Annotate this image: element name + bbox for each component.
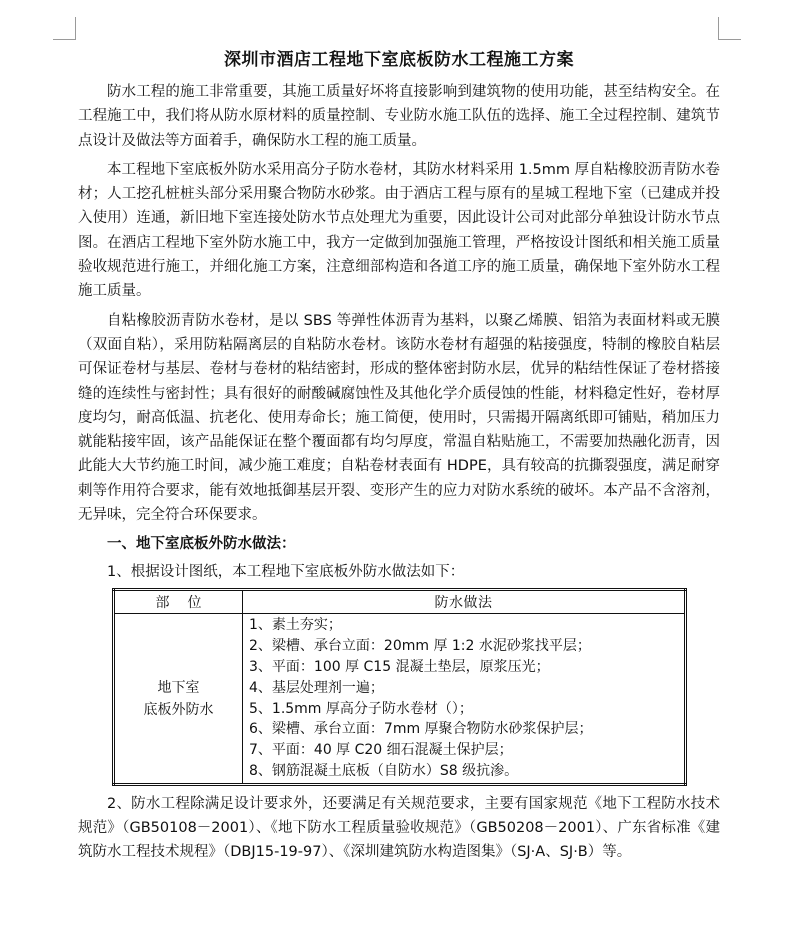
method-step-3: 3、平面：100 厚 C15 混凝土垫层，原浆压光； — [249, 658, 550, 675]
part-label-line1: 地下室 — [157, 679, 200, 696]
table-header-row — [114, 590, 686, 614]
part-cell — [114, 614, 243, 784]
document-page — [78, 46, 720, 870]
method-step-7: 7、平面：40 厚 C20 细石混凝土保护层； — [249, 742, 513, 759]
method-step-8: 8、钢筋混凝土底板（自防水）S8 级抗渗。 — [249, 762, 519, 779]
paragraph-intro: 防水工程的施工非常重要，其施工质量好坏将直接影响到建筑物的使用功能，甚至结构安全。在工程施工中，我们将从防水原材料的质量控制、专业防水施工队伍的选择、施工全过程控制、建筑节点设计及做法等方面着手，确保防水工程的施工质量。 — [78, 84, 720, 149]
method-step-4: 4、基层处理剂一遍； — [249, 679, 384, 696]
table-row — [114, 614, 686, 784]
section-intro: 1、根据设计图纸，本工程地下室底板外防水做法如下： — [107, 564, 465, 581]
part-label-line2: 底板外防水 — [143, 701, 214, 718]
method-cell — [243, 614, 686, 784]
crop-mark-top-left — [53, 17, 76, 40]
paragraph-standards: 2、防水工程除满足设计要求外，还要满足有关规范要求，主要有国家规范《地下工程防水技术规范》（GB50108－2001）、《地下防水工程质量验收规范》（GB50208－2001）、广东省标准《建筑防水工程技术规程》（DBJ15-19-97）、《深圳建筑防水构造图集》（SJ·A、SJ·B）等。 — [78, 795, 720, 861]
method-step-5: 5、1.5mm 厚高分子防水卷材（）； — [249, 700, 473, 717]
method-step-1: 1、素土夯实； — [249, 617, 342, 634]
document-title: 深圳市酒店工程地下室底板防水工程施工方案 — [224, 50, 574, 70]
crop-mark-top-right — [718, 17, 741, 40]
header-method: 防水做法 — [243, 590, 686, 614]
paragraph-project-overview: 本工程地下室底板外防水采用高分子防水卷材，其防水材料采用 1.5mm 厚自粘橡胶沥青防水卷材；人工挖孔桩桩头部分采用聚合物防水砂浆。由于酒店工程与原有的星城工程地下室（已建成并投入使用）连通，新旧地下室连接处防水节点处理尤为重要，因此设计公司对此部分单独设计防水节点图。在酒店工程地下室外防水施工中，我方一定做到加强施工管理，严格按设计图纸和相关施工质量验收规范进行施工，并细化施工方案，注意细部构造和各道工序的施工质量，确保地下室外防水工程施工质量。 — [78, 161, 720, 300]
section-heading: 一、地下室底板外防水做法： — [107, 536, 296, 553]
waterproof-spec-table — [112, 588, 687, 785]
method-step-6: 6、梁槽、承台立面：7mm 厚聚合物防水砂浆保护层； — [249, 721, 593, 738]
paragraph-material-description: 自粘橡胶沥青防水卷材，是以 SBS 等弹性体沥青为基料，以聚乙烯膜、铝箔为表面材料或无膜（双面自粘），采用防粘隔离层的自粘防水卷材。该防水卷材有超强的粘接强度，特制的橡胶自粘层可保证卷材与基层、卷材与卷材的粘结密封，形成的整体密封防水层，优异的粘结性保证了卷材搭接缝的连续性与密封性；具有很好的耐酸碱腐蚀性及其他化学介质侵蚀的性能，材料稳定性好，卷材厚度均匀，耐高低温、抗老化、使用寿命长；施工简便，使用时，只需揭开隔离纸即可铺贴，稍加压力就能粘接牢固，该产品能保证在整个覆面都有均匀厚度，常温自粘贴施工，不需要加热融化沥青，因此能大大节约施工时间，减少施工难度；自粘卷材表面有 HDPE，具有较高的抗撕裂强度，满足耐穿刺等作用符合要求，能有效地抵御基层开裂、变形产生的应力对防水系统的破坏。本产品不含溶剂，无异味，完全符合环保要求。 — [78, 312, 720, 524]
method-step-2: 2、梁槽、承台立面：20mm 厚 1:2 水泥砂浆找平层； — [249, 638, 591, 655]
header-part: 部位 — [114, 590, 243, 614]
